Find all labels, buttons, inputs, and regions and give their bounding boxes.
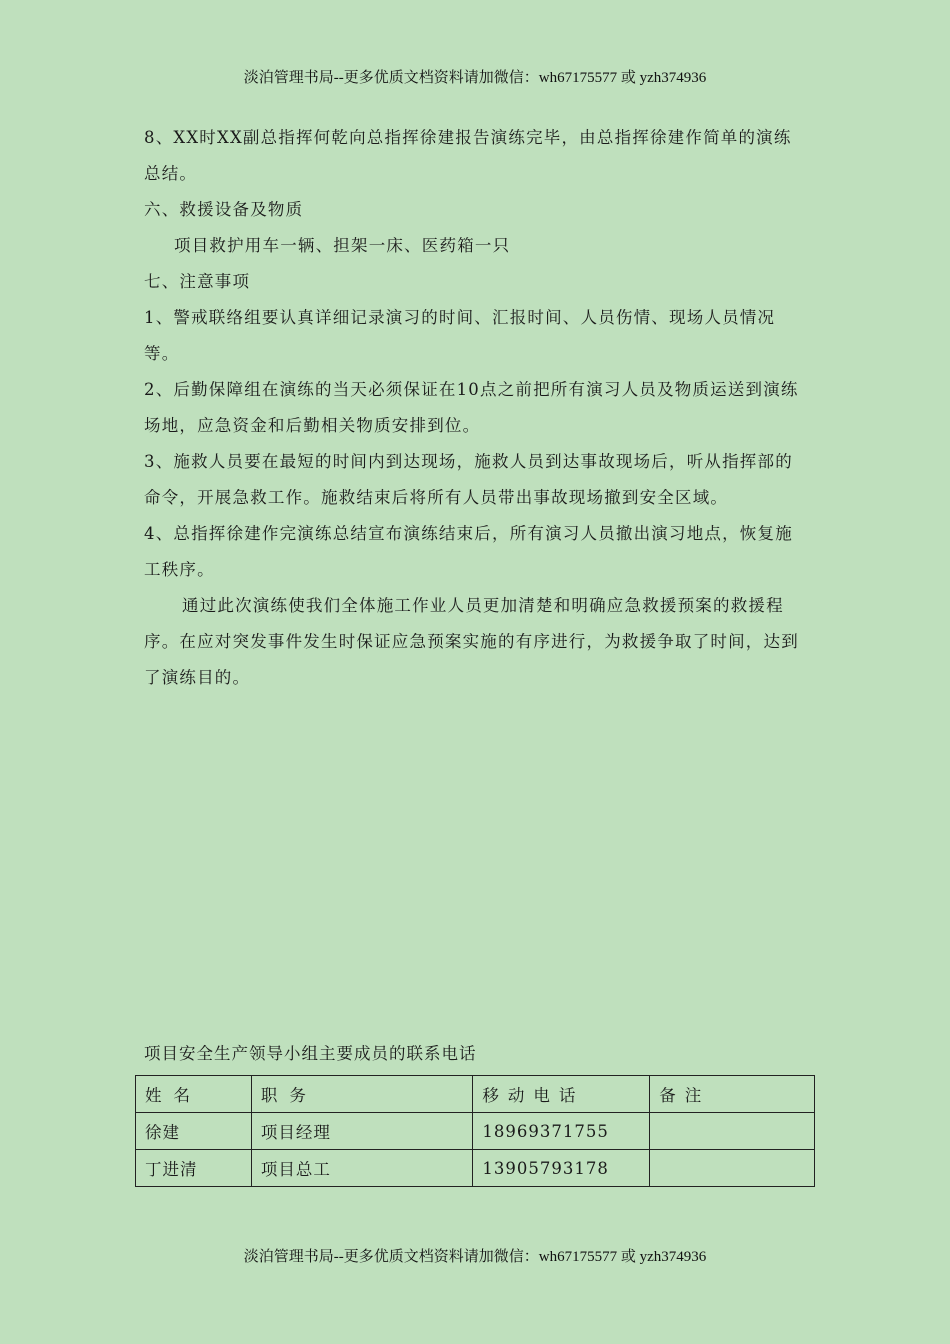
note-3: 3、施救人员要在最短的时间内到达现场，施救人员到达事故现场后，听从指挥部的命令，开展急救工作。施救结束后将所有人员带出事故现场撤到安全区域。 bbox=[144, 452, 793, 507]
cell-position: 项目经理 bbox=[251, 1113, 473, 1150]
cell-name: 丁进清 bbox=[136, 1150, 252, 1187]
cell-mobile: 18969371755 bbox=[473, 1113, 650, 1150]
header-remarks: 备注 bbox=[650, 1076, 815, 1113]
header-mobile: 移动电话 bbox=[473, 1076, 650, 1113]
contacts-caption: 项目安全生产领导小组主要成员的联系电话 bbox=[144, 1044, 477, 1063]
header-position: 职务 bbox=[251, 1076, 473, 1113]
cell-remarks bbox=[650, 1113, 815, 1150]
item-8: 8、XX时XX副总指挥何乾向总指挥徐建报告演练完毕，由总指挥徐建作简单的演练总结。 bbox=[144, 128, 792, 183]
table-row bbox=[136, 1150, 815, 1187]
page-footer: 淡泊管理书局--更多优质文档资料请加微信：wh67175577 或 yzh374936 bbox=[243, 1249, 707, 1265]
page-header: 淡泊管理书局--更多优质文档资料请加微信：wh67175577 或 yzh374936 bbox=[243, 70, 707, 86]
section-6-text: 项目救护用车一辆、担架一床、医药箱一只 bbox=[174, 236, 511, 255]
note-4: 4、总指挥徐建作完演练总结宣布演练结束后，所有演习人员撤出演习地点，恢复施工秩序。 bbox=[144, 524, 793, 579]
conclusion-paragraph: 通过此次演练使我们全体施工作业人员更加清楚和明确应急救援预案的救援程序。在应对突发事件发生时保证应急预案实施的有序进行，为救援争取了时间，达到了演练目的。 bbox=[144, 596, 799, 687]
cell-mobile: 13905793178 bbox=[473, 1150, 650, 1187]
header-name: 姓名 bbox=[136, 1076, 252, 1113]
cell-remarks bbox=[650, 1150, 815, 1187]
cell-name: 徐建 bbox=[136, 1113, 252, 1150]
table-row bbox=[136, 1113, 815, 1150]
section-7-title: 七、注意事项 bbox=[144, 272, 251, 291]
contacts-table bbox=[135, 1075, 815, 1187]
document-body bbox=[144, 120, 806, 696]
cell-position: 项目总工 bbox=[251, 1150, 473, 1187]
section-6-title: 六、救援设备及物质 bbox=[144, 200, 304, 219]
note-1: 1、警戒联络组要认真详细记录演习的时间、汇报时间、人员伤情、现场人员情况等。 bbox=[144, 308, 776, 363]
note-2: 2、后勤保障组在演练的当天必须保证在10点之前把所有演习人员及物质运送到演练场地，应急资金和后勤相关物质安排到位。 bbox=[144, 380, 799, 435]
table-header-row bbox=[136, 1076, 815, 1113]
